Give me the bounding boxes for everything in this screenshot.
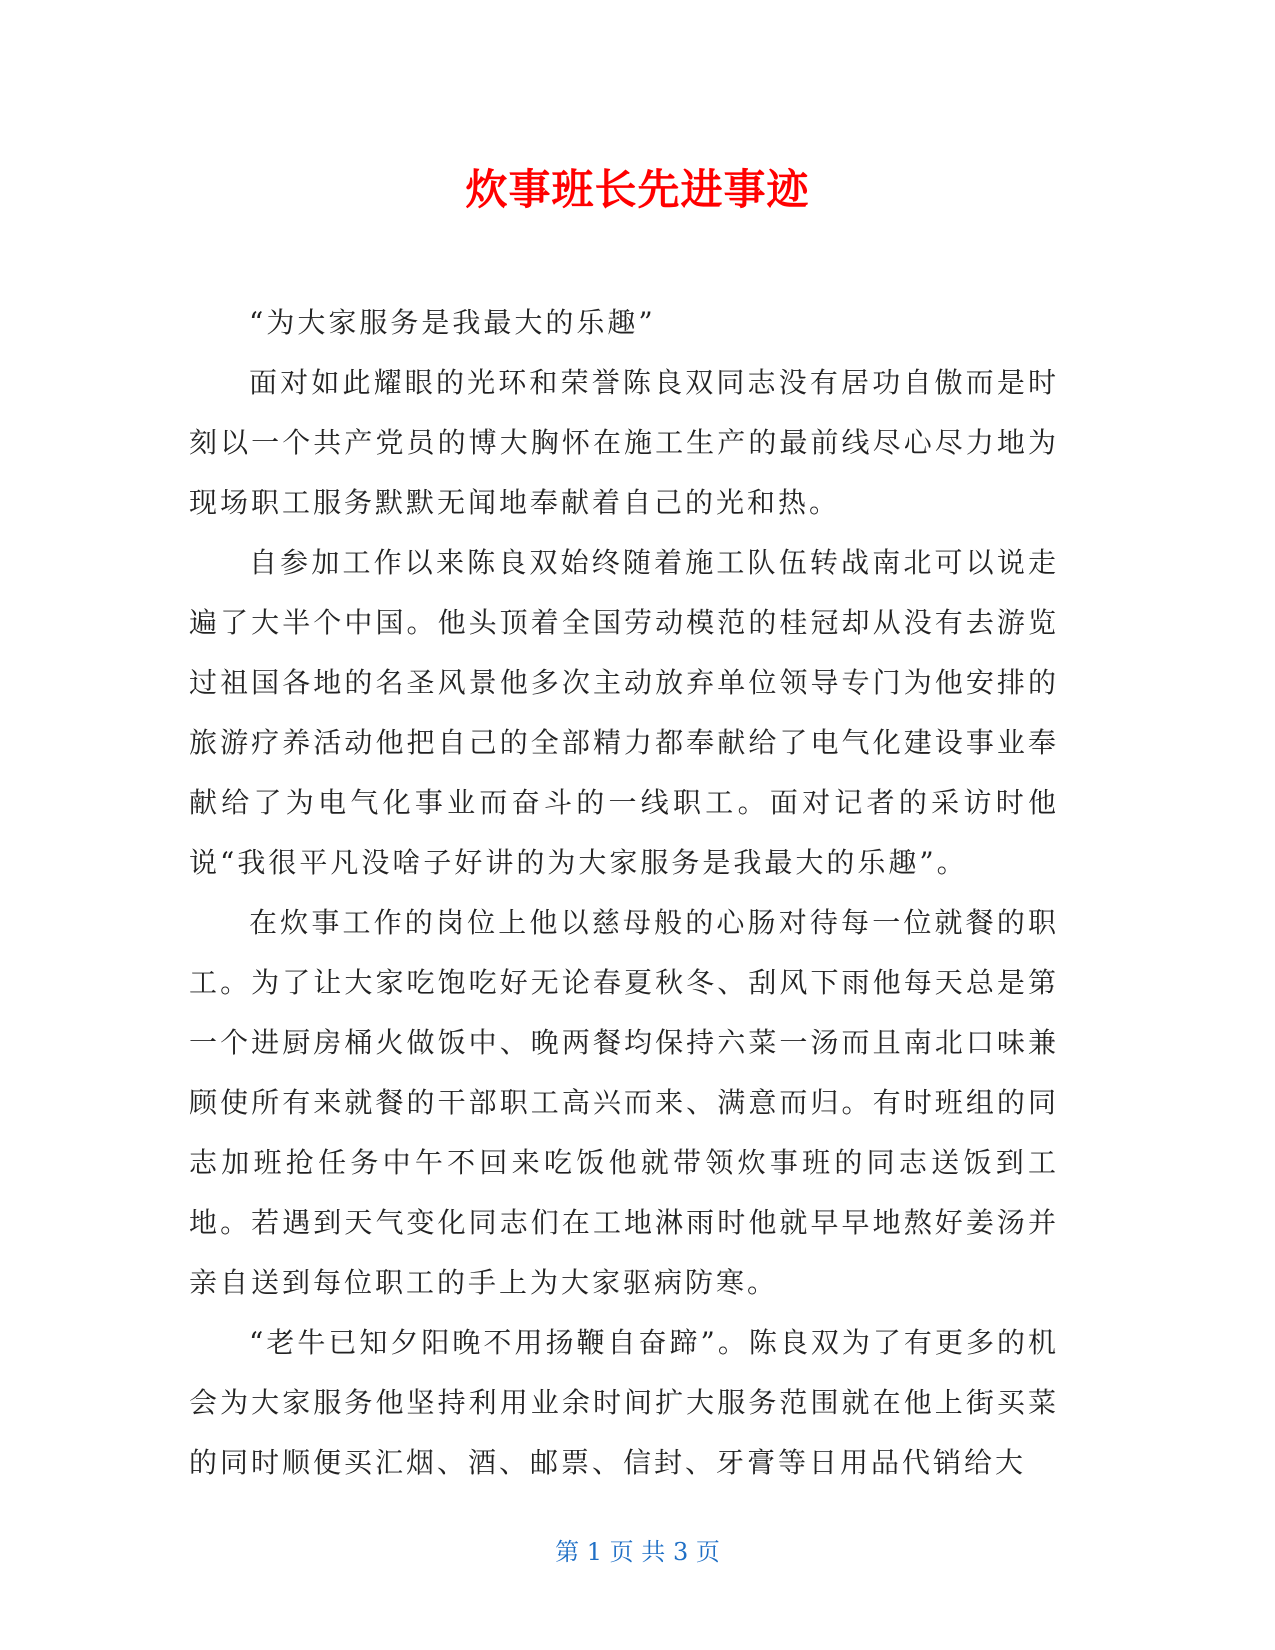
paragraph: “老牛已知夕阳晚不用扬鞭自奋蹄”。陈良双为了有更多的机会为大家服务他坚持利用业余时间扩大服务范围就在他上街买菜的同时顺便买汇烟、酒、邮票、信封、牙膏等日用品代销给大 [189, 1326, 1059, 1479]
page-number-footer: 第 1 页 共 3 页 [555, 1538, 720, 1566]
paragraph: 自参加工作以来陈良双始终随着施工队伍转战南北可以说走遍了大半个中国。他头顶着全国劳动模范的桂冠却从没有去游览过祖国各地的名圣风景他多次主动放弃单位领导专门为他安排的旅游疗养活动他把自己的全部精力都奉献给了电气化建设事业奉献给了为电气化事业而奋斗的一线职工。面对记者的采访时他说“我很平凡没啥子好讲的为大家服务是我最大的乐趣”。 [189, 546, 1059, 879]
paragraph: 面对如此耀眼的光环和荣誉陈良双同志没有居功自傲而是时刻以一个共产党员的博大胸怀在施工生产的最前线尽心尽力地为现场职工服务默默无闻地奉献着自己的光和热。 [189, 366, 1059, 519]
document-title: 炊事班长先进事迹 [465, 165, 810, 214]
document-body [189, 293, 1059, 1493]
paragraph: 在炊事工作的岗位上他以慈母般的心肠对待每一位就餐的职工。为了让大家吃饱吃好无论春夏秋冬、刮风下雨他每天总是第一个进厨房桶火做饭中、晚两餐均保持六菜一汤而且南北口味兼顾使所有来就餐的干部职工高兴而来、满意而归。有时班组的同志加班抢任务中午不回来吃饭他就带领炊事班的同志送饭到工地。若遇到天气变化同志们在工地淋雨时他就早早地熬好姜汤并亲自送到每位职工的手上为大家驱病防寒。 [189, 906, 1059, 1299]
paragraph: “为大家服务是我最大的乐趣” [249, 306, 656, 339]
